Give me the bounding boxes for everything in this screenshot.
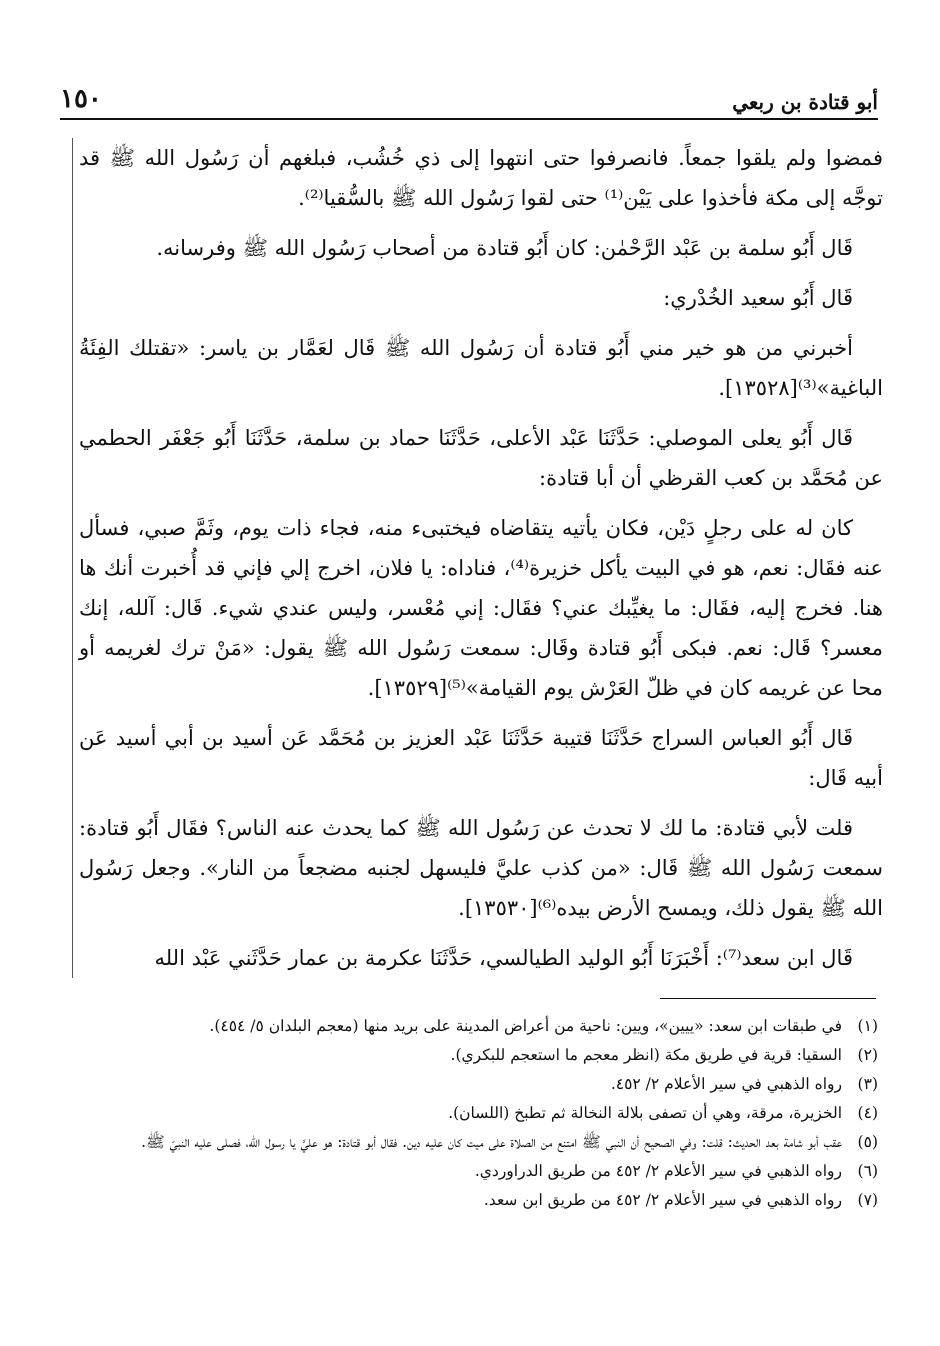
footnote [70,1070,878,1098]
footnote-text: السقيا: قرية في طريق مكة (انظر معجم ما استعجم للبكري). [450,1046,842,1064]
footnote [70,1041,878,1069]
footnote-separator [660,998,876,999]
footnote-text: الخزيرة، مرقة، وهي أن تصفى بلالة النخالة ثم تطبخ (اللسان). [448,1104,842,1122]
paragraph: قَال أَبُو يعلى الموصلي: حَدَّثَنَا عَبْد الأعلى، حَدَّثَنَا حماد بن سلمة، حَدَّثَنَا أَبُو جَعْفَر الحطمي عن مُحَمَّد بن كعب القرظي أن أبا قتادة: [79,426,883,490]
paragraph: أخبرني من هو خير مني أَبُو قتادة أن رَسُول الله ﷺ قَال لعَمَّار بن ياسر: «تقتلك الفِئَةُ الباغية»⁽³⁾[١٣٥٢٨]. [79,336,883,400]
footnote-number: (٦) [857,1162,878,1180]
footnote-number: (٧) [857,1191,878,1209]
footnote-text: رواه الذهبي في سير الأعلام ٢/ ٤٥٢. [610,1075,842,1093]
footnote-number: (٤) [857,1104,878,1122]
running-title: أبو قتادة بن ربعي [732,90,878,114]
footnote-number: (٥) [857,1133,878,1151]
footnotes [70,1012,878,1215]
footnote [70,1099,878,1127]
footnote-number: (١) [857,1017,878,1035]
running-header [60,78,878,120]
paragraph: فمضوا ولم يلقوا جمعاً. فانصرفوا حتى انتهوا إلى ذي خُشُب، فبلغهم أن رَسُول الله ﷺ قد توجَّه إلى مكة فأخذوا على يَيْن⁽¹⁾ حتى لقوا رَسُول الله ﷺ بالسُّقيا⁽²⁾. [79,146,883,210]
paragraph: قَال أَبُو سلمة بن عَبْد الرَّحْمٰن: كان أَبُو قتادة من أصحاب رَسُول الله ﷺ وفرسانه. [156,236,853,260]
page-number: ١٥٠ [60,84,102,114]
footnote [70,1186,878,1214]
footnote-number: (٣) [857,1075,878,1093]
paragraph: قَال أَبُو سعيد الخُدْري: [663,286,853,310]
footnote-number: (٢) [857,1046,878,1064]
footnote [70,1012,878,1040]
paragraph: كان له على رجلٍ دَيْن، فكان يأتيه يتقاضاه فيختبىء منه، فجاء ذات يوم، وثَمَّ صبي، فسأل عنه فقَال: نعم، هو في البيت يأكل خزيرة⁽⁴⁾، فناداه: يا فلان، اخرج إلي فإني قد أُخبرت أنك ها هنا. فخرج إليه، فقَال: ما يغيِّبك عني؟ فقَال: إني مُعْسر، وليس عندي شيء. قَال: آلله، إنك معسر؟ قَال: نعم. فبكى أَبُو قتادة وقَال: سمعت رَسُول الله ﷺ يقول: «مَنْ ترك لغريمه أو محا عن غريمه كان في ظلّ العَرْش يوم القيامة»⁽⁵⁾[١٣٥٢٩]. [79,516,883,700]
paragraph: قلت لأبي قتادة: ما لك لا تحدث عن رَسُول الله ﷺ كما يحدث عنه الناس؟ فقَال أَبُو قتادة: سمعت رَسُول الله ﷺ قَال: «من كذب عليَّ فليسهل لجنبه مضجعاً من النار». وجعل رَسُول الله ﷺ يقول ذلك، ويمسح الأرض بيده⁽⁶⁾[١٣٥٣٠]. [79,816,883,920]
footnote-text: في طبقات ابن سعد: «ييين»، ويين: ناحية من أعراض المدينة على بريد منها (معجم البلدان ٥/ ٤٥٤). [209,1017,842,1035]
footnote [70,1128,878,1156]
main-text [72,138,883,978]
footnote-text: رواه الذهبي في سير الأعلام ٢/ ٤٥٢ من طريق الدراوردي. [474,1162,842,1180]
paragraph: قَال أَبُو العباس السراج حَدَّثَنَا قتيبة حَدَّثَنَا عَبْد العزيز بن مُحَمَّد عَن أسيد بن أبي أسيد عَن أبيه قَال: [79,726,883,790]
footnote-text: رواه الذهبي في سير الأعلام ٢/ ٤٥٢ من طريق ابن سعد. [483,1191,842,1209]
footnote-text: عقب أبو شامة بعد الحديث: قلت: وفي الصحيح أن النبي ﷺ امتنع من الصلاة على ميت كان عليه دين. فقال أبو قتادة: هو عليَّ يا رسول الله، فصلى عليه النبيّ ﷺ. [141,1133,842,1151]
paragraph: قَال ابن سعد⁽⁷⁾: أَخْبَرَنَا أَبُو الوليد الطيالسي، حَدَّثَنَا عكرمة بن عمار حَدَّثَني عَبْد الله [154,946,853,970]
footnote [70,1157,878,1185]
